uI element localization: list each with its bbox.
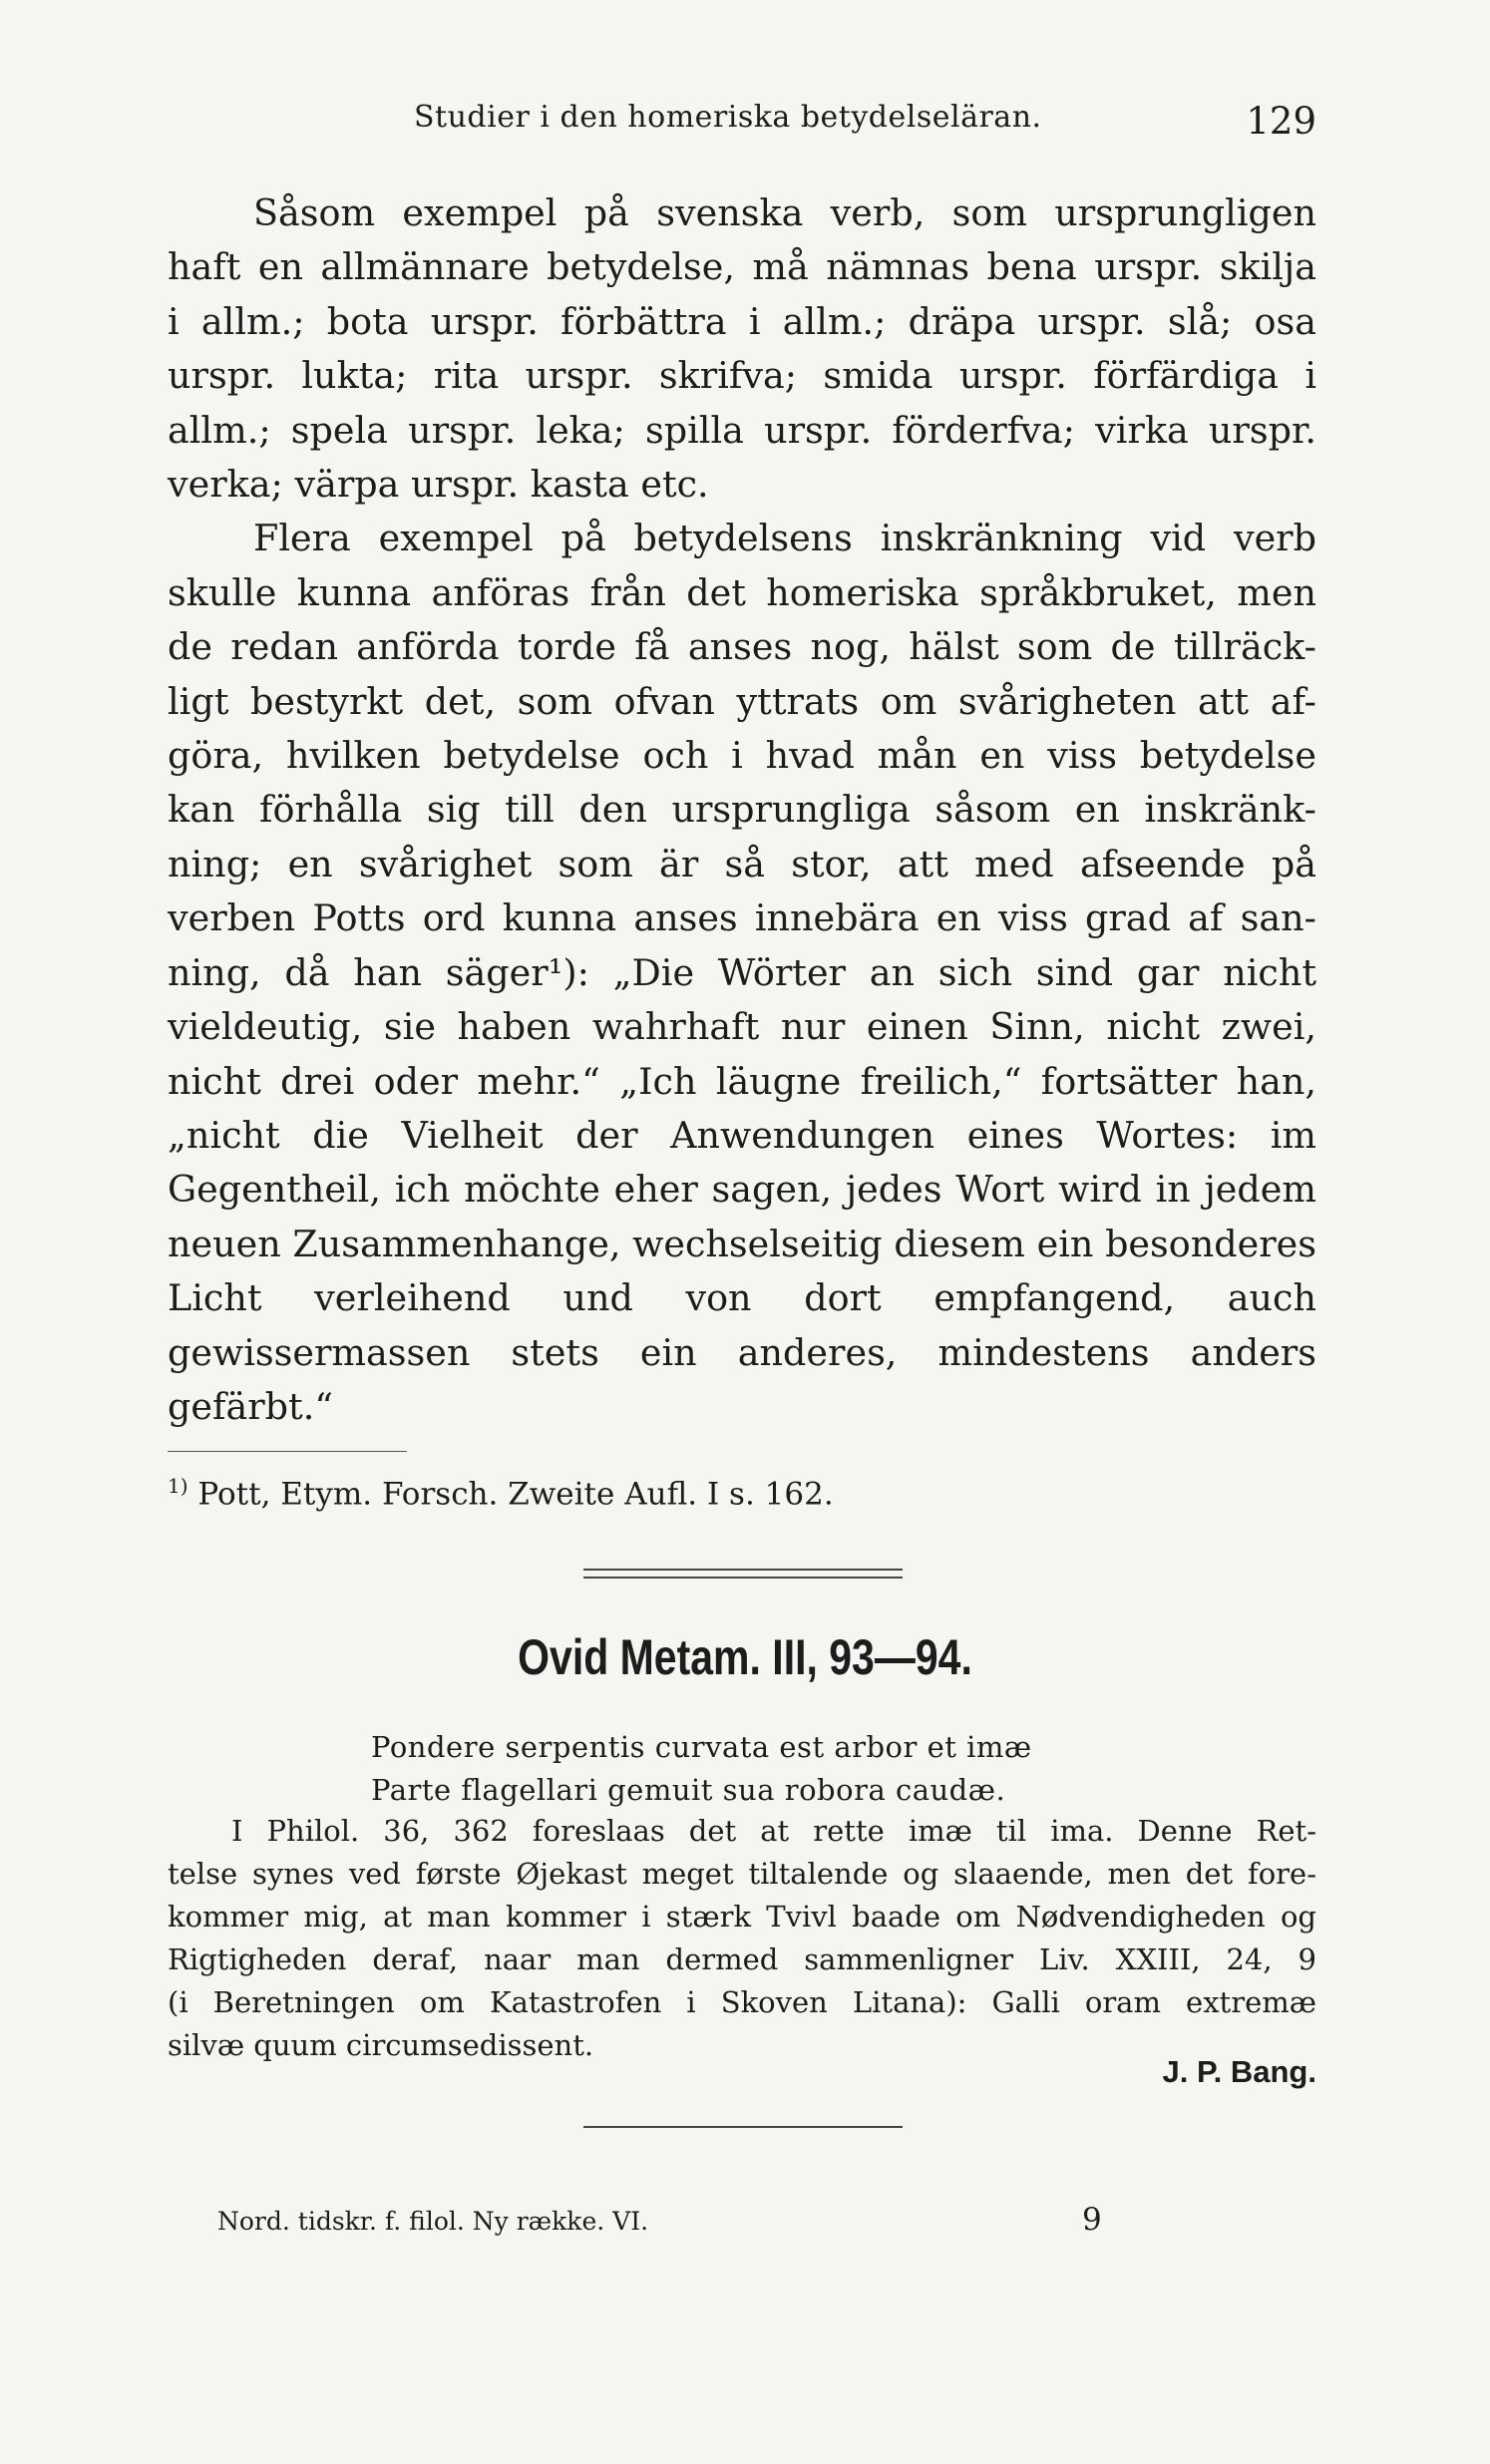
body-line: verben Potts ord kunna anses innebära en viss grad af san- xyxy=(168,896,1316,940)
body-line: ning; en svårighet som är så stor, att med afseende på xyxy=(168,842,1316,885)
body-line: neuen Zusammenhange, wechselseitig diesem ein besonderes xyxy=(168,1222,1316,1265)
author-signature: J. P. Bang. xyxy=(1162,2054,1316,2089)
signature-mark: 9 xyxy=(1082,2202,1102,2238)
body-text xyxy=(168,186,1316,1434)
body-line: i allm.; bota urspr. förbättra i allm.; dräpa urspr. slå; osa xyxy=(168,299,1316,343)
body-line: ning, då han säger¹): „Die Wörter an sich sind gar nicht xyxy=(168,950,1316,994)
section-note xyxy=(168,1810,1316,2067)
note-line: I Philol. 36, 362 foreslaas det at rette imæ til ima. Denne Ret- xyxy=(231,1814,1316,1848)
body-line: Gegentheil, ich möchte eher sagen, jedes Wort wird in jedem xyxy=(168,1168,1316,1212)
body-line: de redan anförda torde få anses nog, hälst som de tillräck- xyxy=(168,625,1316,669)
body-line: vieldeutig, sie haben wahrhaft nur einen Sinn, nicht zwei, xyxy=(168,1005,1316,1049)
note-line: (i Beretningen om Katastrofen i Skoven Litana): Galli oram extremæ xyxy=(168,1985,1316,2019)
body-line: kan förhålla sig till den ursprungliga såsom en inskränk- xyxy=(168,788,1316,832)
page-header xyxy=(414,100,1316,150)
body-line: göra, hvilken betydelse och i hvad mån en viss betydelse xyxy=(168,734,1316,778)
verse-line-2: Parte flagellari gemuit sua robora caudæ. xyxy=(371,1773,1006,1807)
footnote xyxy=(168,1474,834,1512)
body-line: „nicht die Vielheit der Anwendungen eines Wortes: im xyxy=(168,1113,1316,1157)
body-line: Flera exempel på betydelsens inskränkning vid verb xyxy=(253,517,1316,560)
body-line: Licht verleihend und von dort empfangend, auch xyxy=(168,1276,1316,1320)
body-line: skulle kunna anföras från det homeriska språkbruket, men xyxy=(168,570,1316,614)
section-title: Ovid Metam. III, 93—94. xyxy=(518,1629,972,1685)
body-line: gefärbt.“ xyxy=(168,1384,333,1428)
journal-footer: Nord. tidskr. f. filol. Ny række. VI. xyxy=(217,2207,649,2236)
footnote-divider xyxy=(168,1451,407,1452)
note-line: Rigtigheden deraf, naar man dermed sammenligner Liv. XXIII, 24, 9 xyxy=(168,1942,1316,1976)
footnote-marker: 1) xyxy=(168,1474,188,1498)
body-line: allm.; spela urspr. leka; spilla urspr. förderfva; virka urspr. xyxy=(168,408,1316,452)
note-line: telse synes ved første Øjekast meget tiltalende og slaaende, men det fore- xyxy=(168,1857,1316,1891)
note-line: silvæ quum circumsedissent. xyxy=(168,2028,594,2062)
body-line: Såsom exempel på svenska verb, som ursprungligen xyxy=(253,191,1316,234)
body-line: nicht drei oder mehr.“ „Ich läugne freilich,“ fortsätter han, xyxy=(168,1059,1316,1103)
body-line: gewissermassen stets ein anderes, mindestens anders xyxy=(168,1330,1316,1374)
section-end-divider xyxy=(583,2126,903,2128)
page-number: 129 xyxy=(1246,100,1316,143)
section-divider-top xyxy=(583,1569,903,1571)
body-line: haft en allmännare betydelse, må nämnas bena urspr. skilja xyxy=(168,245,1316,289)
section-divider-bottom xyxy=(583,1577,903,1579)
note-line: kommer mig, at man kommer i stærk Tvivl baade om Nødvendigheden og xyxy=(168,1900,1316,1934)
body-line: verka; värpa urspr. kasta etc. xyxy=(168,463,709,507)
footnote-text: Pott, Etym. Forsch. Zweite Aufl. I s. 162. xyxy=(197,1476,834,1513)
running-title: Studier i den homeriska betydelseläran. xyxy=(414,100,1042,135)
body-line: urspr. lukta; rita urspr. skrifva; smida urspr. förfärdiga i xyxy=(168,354,1316,398)
verse-line-1: Pondere serpentis curvata est arbor et imæ xyxy=(371,1730,1032,1764)
body-line: ligt bestyrkt det, som ofvan yttrats om svårigheten att af- xyxy=(168,679,1316,723)
